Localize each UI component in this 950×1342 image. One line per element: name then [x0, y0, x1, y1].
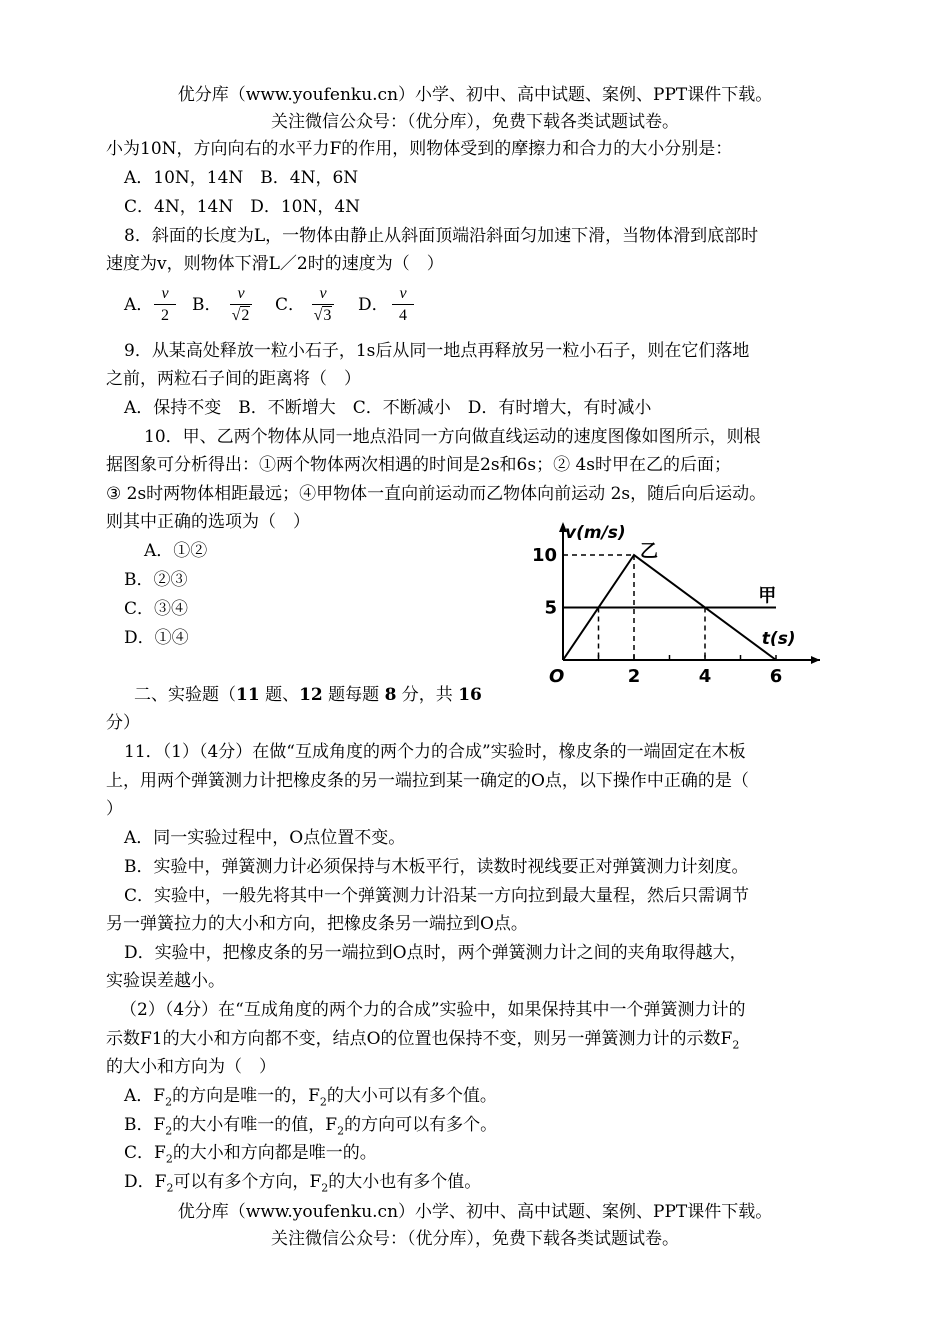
- q10-stem-4: 则其中正确的选项为（ ）: [106, 512, 310, 532]
- q8-stem-1: 8．斜面的长度为L，一物体由静止从斜面顶端沿斜面匀加速下滑，当物体滑到底部时: [124, 226, 759, 246]
- option-text: 的大小有唯一的值，: [172, 1115, 326, 1135]
- force-symbol: F: [325, 1115, 338, 1135]
- q11-option-d-2: 实验误差越小。: [106, 971, 225, 991]
- q10-option-c: C．③④: [124, 599, 189, 619]
- q9-stem-2: 之前，两粒石子间的距离将（ ）: [106, 369, 361, 389]
- y-axis-label: v(m/s): [565, 523, 626, 543]
- q11-option-a: A．同一实验过程中，O点位置不变。: [124, 828, 406, 848]
- q9-options: A．保持不变 B．不断增大 C．不断减小 D．有时增大，有时减小: [124, 398, 652, 418]
- q8-stem-2: 速度为v，则物体下滑L／2时的速度为（ ）: [106, 254, 444, 274]
- q8-option-c-label: C．: [275, 295, 306, 315]
- section2-title-part: 二、实验题（: [134, 685, 236, 705]
- velocity-time-chart: [530, 512, 830, 690]
- subscript: 2: [319, 1095, 327, 1109]
- fraction-numerator: v: [319, 285, 327, 302]
- fraction-numerator: v: [161, 285, 169, 302]
- q11-part2-option-c: [124, 1142, 377, 1170]
- subscript: 2: [165, 1152, 173, 1166]
- q10-stem-2: 据图象可分析得出：①两个物体两次相遇的时间是2s和6s；② 4s时甲在乙的后面；: [106, 455, 732, 475]
- option-label: B．: [124, 1115, 154, 1135]
- x-tick-label: 6: [769, 666, 783, 687]
- section2-title-part: 分，共: [396, 685, 459, 705]
- subscript: 2: [732, 1038, 740, 1052]
- option-text: 的方向是唯一的，: [172, 1086, 309, 1106]
- option-text: 的大小和方向都是唯一的。: [172, 1143, 377, 1163]
- q8-option-a-fraction: [150, 284, 180, 327]
- q8-option-b-fraction: v √2: [226, 284, 256, 327]
- fraction-denominator: 4: [399, 307, 407, 324]
- option-label: A．: [124, 1086, 154, 1106]
- section2-title: [134, 684, 482, 706]
- force-symbol: F: [154, 1172, 167, 1192]
- series-label-yi: 乙: [640, 541, 658, 562]
- fraction-numerator: v: [237, 285, 245, 302]
- force-symbol: F: [154, 1143, 166, 1163]
- fraction-denominator: 3: [323, 307, 332, 324]
- q7-options-cd: C．4N，14N D．10N，4N: [124, 197, 361, 217]
- q11-part2-stem-3: 的大小和方向为（ ）: [106, 1057, 276, 1077]
- q8-option-d-label: D．: [358, 295, 389, 315]
- x-axis-label: t(s): [761, 629, 796, 649]
- option-label: D．: [124, 1172, 155, 1192]
- q8-option-b-label: B．: [192, 295, 222, 315]
- force-symbol: F: [153, 1115, 166, 1135]
- q11-stem-3: ）: [106, 799, 123, 819]
- q11-stem-2: 上，用两个弹簧测力计把橡皮条的另一端拉到某一确定的O点，以下操作中正确的是（: [106, 771, 749, 791]
- section2-title-part: 题每题: [322, 685, 385, 705]
- fraction-denominator: 2: [161, 307, 169, 324]
- option-text: 的大小可以有多个值。: [326, 1086, 497, 1106]
- option-text: 的大小也有多个值。: [328, 1172, 482, 1192]
- q7-options-ab: A．10N，14N B．4N，6N: [124, 168, 359, 188]
- q11-part2-option-b: [124, 1114, 497, 1142]
- q10-option-d: D．①④: [124, 628, 189, 648]
- q11-part2-stem-1: （2）（4分）在“互成角度的两个力的合成”实验中，如果保持其中一个弹簧测力计的: [120, 1000, 746, 1020]
- force-symbol: F: [309, 1172, 322, 1192]
- subscript: 2: [166, 1181, 174, 1195]
- q10-option-b: B．②③: [124, 570, 188, 590]
- q11-part2-stem-text: 示数F1的大小和方向都不变，结点O的位置也保持不变，则另一弹簧测力计的示数F: [106, 1029, 733, 1049]
- header-line-1: 优分库（www.youfenku.cn）小学、初中、高中试题、案例、PPT课件下载。: [177, 85, 773, 105]
- series-label-jia: 甲: [758, 585, 777, 607]
- force-symbol: F: [308, 1086, 320, 1106]
- q9-stem-1: 9．从某高处释放一粒小石子，1s后从同一地点再释放另一粒小石子，则在它们落地: [124, 341, 750, 361]
- option-text: 的方向可以有多个。: [344, 1115, 498, 1135]
- option-text: 可以有多个方向，: [173, 1172, 310, 1192]
- section2-title-bold: 16: [458, 685, 482, 705]
- x-tick-label: 2: [627, 666, 641, 687]
- x-axis-arrow: [811, 656, 820, 664]
- subscript: 2: [165, 1124, 173, 1138]
- subscript: 2: [165, 1095, 173, 1109]
- q8-option-c-fraction: v √3: [308, 284, 338, 327]
- section2-title-part: 题、: [259, 685, 300, 705]
- q8-option-a-label: A．: [124, 295, 154, 315]
- q11-stem-1: 11．（1）（4分）在做“互成角度的两个力的合成”实验时，橡皮条的一端固定在木板: [124, 742, 746, 762]
- section2-title-bold: 11: [236, 685, 260, 705]
- q11-part2-stem-2: [106, 1028, 739, 1056]
- x-tick-label: 4: [698, 666, 712, 687]
- footer-line-1: 优分库（www.youfenku.cn）小学、初中、高中试题、案例、PPT课件下载。: [177, 1202, 773, 1222]
- force-symbol: F: [153, 1086, 166, 1106]
- q11-option-c-1: C．实验中，一般先将其中一个弹簧测力计沿某一方向拉到最大量程，然后只需调节: [124, 886, 750, 906]
- section2-title-cont: 分）: [106, 713, 140, 733]
- header-line-2: 关注微信公众号：（优分库），免费下载各类试题试卷。: [271, 112, 679, 132]
- q7-stem: 小为10N，方向向右的水平力F的作用，则物体受到的摩擦力和合力的大小分别是：: [106, 139, 733, 159]
- y-tick-label: 10: [531, 545, 557, 566]
- option-label: C．: [124, 1143, 155, 1163]
- q11-option-d-1: D．实验中，把橡皮条的另一端拉到O点时，两个弹簧测力计之间的夹角取得越大，: [124, 943, 747, 963]
- q8-option-d-fraction: [388, 284, 418, 327]
- q10-stem-3: ③ 2s时两物体相距最远；④甲物体一直向前运动而乙物体向前运动 2s，随后向后运动。: [106, 484, 767, 504]
- fraction-numerator: v: [399, 285, 407, 302]
- fraction-denominator: 2: [241, 307, 250, 324]
- q10-stem-1: 10．甲、乙两个物体从同一地点沿同一方向做直线运动的速度图像如图所示，则根: [144, 427, 761, 447]
- q11-option-c-2: 另一弹簧拉力的大小和方向，把橡皮条另一端拉到O点。: [106, 914, 528, 934]
- q11-part2-option-a: [124, 1085, 497, 1113]
- q11-part2-option-d: [124, 1171, 481, 1199]
- subscript: 2: [321, 1181, 329, 1195]
- subscript: 2: [337, 1124, 345, 1138]
- q11-option-b: B．实验中，弹簧测力计必须保持与木板平行，读数时视线要正对弹簧测力计刻度。: [124, 857, 749, 877]
- section2-title-bold: 8: [384, 685, 397, 705]
- y-tick-label: 5: [544, 597, 557, 619]
- section2-title-bold: 12: [299, 685, 323, 705]
- footer-line-2: 关注微信公众号：（优分库），免费下载各类试题试卷。: [271, 1229, 679, 1249]
- origin-label: O: [549, 666, 565, 687]
- q10-option-a: A．①②: [144, 541, 208, 561]
